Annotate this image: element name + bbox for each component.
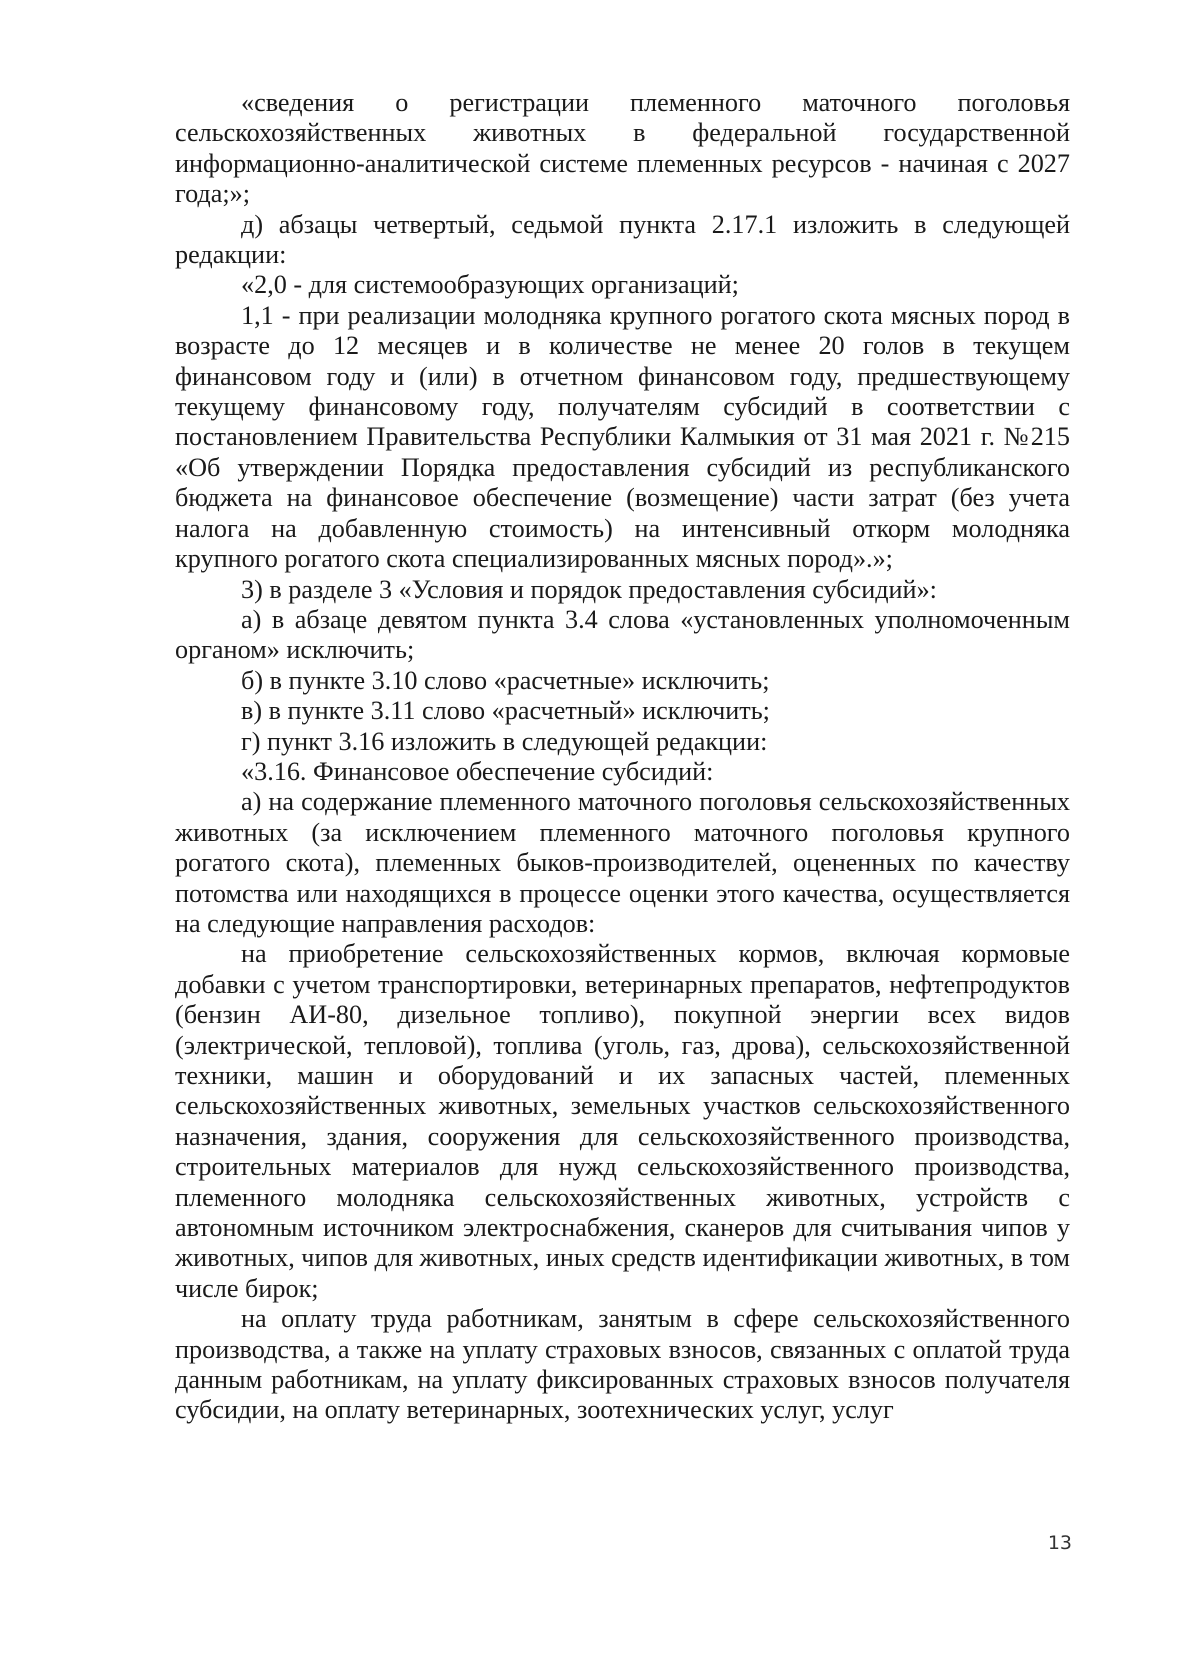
paragraph-item-v-3-11: в) в пункте 3.11 слово «расчетный» исключить; xyxy=(241,696,770,726)
paragraph-item-g-3-16: г) пункт 3.16 изложить в следующей редакции: xyxy=(241,726,768,756)
document-body xyxy=(175,88,1070,1426)
paragraph-item-a-3-4: а) в абзаце девятом пункта 3.4 слова «установленных уполномоченным органом» исключить; xyxy=(175,604,1070,665)
paragraph-item-b-3-10: б) в пункте 3.10 слово «расчетные» исключить; xyxy=(241,665,770,695)
paragraph-item-d: д) абзацы четвертый, седьмой пункта 2.17.1 изложить в следующей редакции: xyxy=(175,209,1070,270)
paragraph-section-3: 3) в разделе 3 «Условия и порядок предоставления субсидий»: xyxy=(241,574,937,604)
paragraph-coefficient-1-1: 1,1 - при реализации молодняка крупного рогатого скота мясных пород в возрасте до 12 месяцев и в количестве не менее 20 голов в текущем финансовом году и (или) в отчетном финансовом году, предшествующему текущему финансовому году, получателям субсидий в соответствии с постановлением Правительства Республики Калмыкия от 31 мая 2021 г. №215 «Об утверждении Порядка предоставления субсидий из республиканского бюджета на финансовое обеспечение (возмещение) части затрат (без учета налога на добавленную стоимость) на интенсивный откорм молодняка крупного рогатого скота специализированных мясных пород».»; xyxy=(175,300,1070,574)
paragraph-purchase-expenses: на приобретение сельскохозяйственных кормов, включая кормовые добавки с учетом транспортировки, ветеринарных препаратов, нефтепродуктов (бензин АИ-80, дизельное топливо), покупной энергии всех видов (электрической, тепловой), топлива (уголь, газ, дрова), сельскохозяйственной техники, машин и оборудований и их запасных частей, племенных сельскохозяйственных животных, земельных участков сельскохозяйственного назначения, здания, сооружения для сельскохозяйственного производства, строительных материалов для нужд сельскохозяйственного производства, племенного молодняка сельскохозяйственных животных, устройств с автономным источником электроснабжения, сканеров для считывания чипов у животных, чипов для животных, иных средств идентификации животных, в том числе бирок; xyxy=(175,939,1070,1303)
paragraph-3-16-a: а) на содержание племенного маточного поголовья сельскохозяйственных животных (за исключением племенного маточного поголовья крупного рогатого скота), племенных быков-производителей, оцененных по качеству потомства или находящихся в процессе оценки этого качества, осуществляется на следующие направления расходов: xyxy=(175,787,1070,938)
page-number: 13 xyxy=(1047,1532,1072,1554)
paragraph-coefficient-2-0: «2,0 - для системообразующих организаций; xyxy=(241,270,739,300)
paragraph-labor-expenses: на оплату труда работникам, занятым в сфере сельскохозяйственного производства, а также на уплату страховых взносов, связанных с оплатой труда данным работникам, на уплату фиксированных страховых взносов получателя субсидии, на оплату ветеринарных, зоотехнических услуг, услуг xyxy=(175,1304,1070,1425)
paragraph-registration-info: «сведения о регистрации племенного маточного поголовья сельскохозяйственных животных в федеральной государственной информационно-аналитической системе племенных ресурсов - начиная с 2027 года;»; xyxy=(175,88,1070,209)
paragraph-3-16-heading: «3.16. Финансовое обеспечение субсидий: xyxy=(241,756,714,786)
